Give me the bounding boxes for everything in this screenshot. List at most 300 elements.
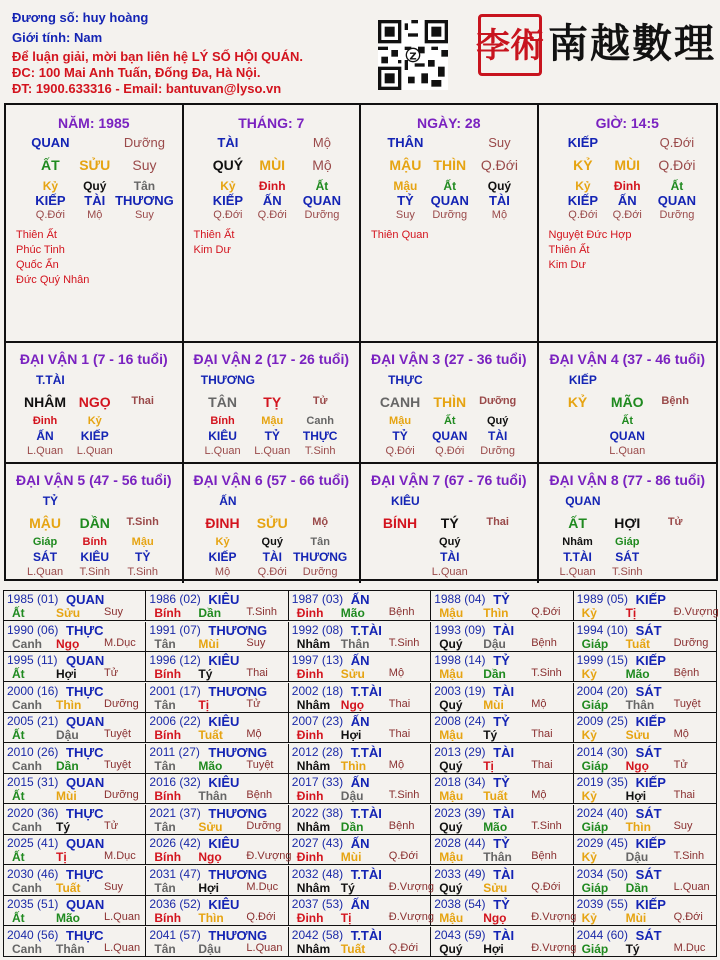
luck-stem-god: KIÊU	[391, 494, 420, 508]
year-god: KIÊU	[208, 653, 240, 668]
year-branch: Tị	[56, 850, 67, 864]
year-god: KIÊU	[208, 836, 240, 851]
luck-hidden-phase: T.Sinh	[79, 566, 111, 578]
luck-hidden-god: KIÊU	[80, 550, 110, 564]
year-stem: Quý	[439, 880, 463, 895]
pillar-hidden-cell: Kỷ	[575, 179, 591, 193]
year-stem: Ất	[12, 667, 25, 681]
year-label: 2035 (51)	[7, 897, 59, 911]
year-phase: L.Quan	[673, 880, 710, 893]
pillar-gods-cell: KIẾP	[35, 193, 66, 208]
year-stem: Nhâm	[296, 697, 331, 712]
year-branch: Mão	[56, 911, 80, 925]
year-god: TỶ	[493, 897, 510, 912]
year-stem: Đinh	[296, 728, 324, 742]
year-branch: Tị	[340, 911, 352, 925]
year-cell	[146, 805, 288, 834]
year-branch: Sửu	[340, 667, 365, 681]
luck-period-2	[184, 343, 362, 462]
year-stem: Bính	[154, 667, 182, 681]
pillar-stem-branch-cell: MÙI	[614, 157, 641, 173]
year-god: ẤN	[350, 775, 370, 790]
year-cell	[289, 866, 434, 895]
pillar-phases-cell: Q.Đới	[35, 209, 65, 221]
year-cell	[574, 866, 716, 895]
luck-period-3	[361, 343, 539, 462]
year-branch: Dậu	[198, 941, 222, 956]
luck-hidden-phase: L.Quan	[76, 445, 113, 457]
luck-hidden-god: TỶ	[135, 550, 151, 564]
year-cell	[289, 622, 431, 651]
luck-period-5	[6, 464, 184, 583]
year-stem: Tân	[154, 697, 176, 712]
years-row	[4, 683, 716, 713]
year-stem: Mậu	[439, 606, 464, 620]
year-label: 2023 (39)	[434, 805, 486, 820]
year-cell	[574, 805, 716, 834]
year-cell	[574, 774, 716, 803]
year-god: THỰC	[66, 744, 104, 760]
year-branch: Dậu	[625, 850, 649, 864]
year-stem: Quý	[439, 941, 463, 956]
year-label: 2039 (55)	[576, 897, 628, 911]
year-stem: Nhâm	[296, 819, 331, 834]
luck-hidden-phase: Mộ	[214, 566, 231, 578]
year-phase: Dưỡng	[673, 636, 709, 649]
year-branch: Tý	[483, 728, 498, 742]
luck-hidden-god: KIẾP	[208, 550, 237, 564]
year-stem: Quý	[439, 819, 463, 834]
year-god: KIẾP	[635, 775, 666, 790]
year-god: KIÊU	[208, 897, 240, 912]
year-god: ẤN	[350, 897, 370, 912]
pillar-hidden-cell: Kỷ	[220, 179, 236, 193]
luck-hidden-stem: Kỷ	[87, 415, 102, 427]
luck-period-7	[361, 464, 539, 583]
year-cell	[574, 713, 716, 742]
year-stem: Bính	[154, 789, 182, 803]
year-branch: Dần	[483, 667, 506, 681]
year-branch: Hợi	[625, 789, 647, 803]
year-phase: Thai	[673, 789, 695, 801]
luck-period-title: ĐẠI VẬN 6 (57 - 66 tuổi)	[193, 472, 350, 488]
year-label: 2003 (19)	[434, 683, 486, 698]
pillar-title: NGÀY: 28	[416, 115, 481, 131]
luck-hidden-stem: Canh	[306, 415, 334, 427]
pillar-gods-cell: TÀI	[488, 193, 510, 208]
luck-hidden-god: TÀI	[262, 550, 282, 564]
year-branch: Thân	[625, 697, 655, 712]
year-god: QUAN	[66, 775, 105, 790]
year-branch: Thìn	[625, 819, 651, 834]
year-stem: Bính	[154, 606, 182, 620]
luck-hidden-phase: Dưỡng	[302, 566, 338, 578]
pillar-phases-cell: Dưỡng	[304, 209, 340, 221]
year-label: 1987 (03)	[291, 592, 344, 606]
years-row	[4, 866, 716, 896]
year-label: 2008 (24)	[434, 714, 486, 728]
year-branch: Tý	[56, 819, 71, 834]
year-cell	[431, 622, 573, 651]
year-god: KIÊU	[208, 775, 240, 790]
year-stem: Mậu	[439, 911, 464, 925]
year-label: 2019 (35)	[576, 775, 628, 789]
pillar-stem-branch-cell: Q.Đới	[658, 157, 696, 173]
luck-phase: Dưỡng	[479, 395, 517, 407]
luck-branch: NGỌ	[78, 394, 111, 410]
year-stem: Nhâm	[296, 941, 331, 956]
luck-hidden-stem: Giáp	[32, 536, 58, 548]
year-cell	[4, 835, 146, 864]
luck-phase: Thai	[131, 395, 154, 407]
luck-stem-god: THỰC	[388, 373, 423, 387]
year-stem: Giáp	[581, 697, 609, 712]
year-label: 2044 (60)	[576, 927, 628, 942]
luck-period-title: ĐẠI VẬN 3 (27 - 36 tuổi)	[370, 351, 527, 367]
luck-branch: TÝ	[440, 515, 459, 531]
year-stem: Canh	[12, 697, 42, 712]
luck-stem-god: KIẾP	[568, 373, 597, 387]
year-god: SÁT	[635, 622, 662, 638]
year-stem: Bính	[154, 728, 182, 742]
year-god: SÁT	[635, 927, 662, 943]
year-god: ẤN	[350, 714, 370, 729]
year-phase: T.Sinh	[388, 789, 420, 801]
luck-branch: DẦN	[79, 515, 110, 531]
year-god: ẤN	[350, 836, 370, 851]
year-god: THỰC	[66, 683, 104, 699]
pillar-stem-branch-cell: THÌN	[433, 157, 467, 173]
luck-phase: Thai	[486, 516, 509, 528]
luck-period-title: ĐẠI VẬN 5 (47 - 56 tuổi)	[15, 472, 172, 488]
year-label: 2043 (59)	[434, 927, 486, 942]
year-branch: Thìn	[56, 697, 82, 712]
year-branch: Tị	[625, 606, 637, 620]
pillar-star: Quốc Ấn	[16, 259, 59, 271]
year-god: QUAN	[66, 714, 105, 729]
year-cell	[289, 835, 431, 864]
luck-row	[6, 343, 716, 462]
seal-text: 李術	[476, 26, 544, 66]
year-label: 2016 (32)	[149, 775, 201, 789]
year-label: 2012 (28)	[291, 744, 344, 759]
year-cell	[431, 866, 573, 895]
year-branch: Ngọ	[483, 911, 507, 925]
luck-hidden-phase: Q.Đới	[385, 445, 415, 457]
pillar-phases-cell: Q.Đới	[257, 209, 287, 221]
luck-branch: HỢI	[614, 515, 641, 531]
luck-hidden-phase: L.Quan	[27, 566, 64, 578]
year-cell	[431, 652, 573, 681]
luck-stem: KỶ	[567, 394, 588, 410]
year-stem: Tân	[154, 636, 176, 651]
year-cell	[574, 927, 716, 956]
pillar-hidden-cell: Ất	[670, 179, 684, 193]
pillar-hidden-cell: Quý	[83, 179, 107, 193]
year-god: QUAN	[66, 836, 105, 851]
year-label: 1992 (08)	[291, 622, 344, 637]
year-cell	[431, 744, 573, 773]
year-label: 2026 (42)	[149, 836, 201, 850]
year-branch: Mão	[198, 758, 223, 773]
pillar-hidden-cell: Đinh	[258, 179, 286, 193]
year-phase: T.Sinh	[673, 850, 705, 862]
year-stem: Ất	[12, 728, 25, 742]
pillar-phases-cell: Q.Đới	[568, 209, 598, 221]
pillar-hidden-cell: Tân	[133, 179, 156, 193]
year-phase: Tuyệt	[673, 697, 701, 710]
year-god: SÁT	[635, 805, 662, 821]
year-stem: Ất	[12, 789, 25, 803]
year-phase: Đ.Vượng	[388, 911, 434, 923]
year-phase: Bệnh	[246, 789, 273, 801]
pillar-top-cell: THÂN	[387, 135, 424, 150]
year-branch: Tị	[198, 697, 210, 712]
year-stem: Đinh	[296, 667, 324, 681]
pillar-top-cell: Mộ	[312, 135, 331, 150]
qr-code-icon	[378, 20, 448, 90]
year-god: THỰC	[66, 866, 104, 882]
year-cell	[146, 835, 292, 864]
luck-hidden-god: TÀI	[440, 550, 460, 564]
year-stem: Ất	[12, 911, 25, 925]
luck-phase: Tử	[667, 516, 683, 528]
year-cell	[431, 774, 573, 803]
year-branch: Hợi	[483, 941, 504, 956]
year-phase: Đ.Vượng	[246, 850, 292, 862]
luck-hidden-phase: T.Sinh	[304, 445, 336, 457]
year-branch: Dậu	[56, 728, 79, 742]
luck-hidden-god: TỶ	[264, 429, 280, 443]
year-stem: Mậu	[439, 728, 464, 742]
luck-branch: MÃO	[610, 394, 644, 410]
year-label: 1988 (04)	[434, 592, 486, 606]
year-label: 2036 (52)	[149, 897, 201, 911]
year-label: 2005 (21)	[7, 714, 59, 728]
year-god: TỶ	[493, 592, 510, 607]
luck-branch: TỴ	[263, 394, 282, 410]
year-phase: T.Sinh	[388, 636, 420, 649]
luck-stem: TÂN	[208, 394, 237, 410]
pillar-2	[361, 105, 539, 341]
pillar-phases-cell: Dưỡng	[432, 209, 468, 221]
luck-hidden-stem: Mậu	[261, 415, 284, 427]
year-label: 2041 (57)	[149, 927, 201, 942]
luck-hidden-stem: Giáp	[615, 536, 640, 548]
year-stem: Giáp	[581, 880, 609, 895]
luck-stem-god: TỶ	[42, 494, 59, 508]
year-phase: Suy	[104, 606, 123, 618]
year-label: 2000 (16)	[7, 683, 59, 698]
year-phase: Bệnh	[388, 819, 415, 832]
year-label: 2037 (53)	[291, 897, 344, 911]
luck-stem-god: QUAN	[565, 494, 601, 508]
year-cell	[431, 927, 577, 956]
year-phase: Tử	[246, 697, 261, 710]
pillar-top-cell: TÀI	[217, 135, 239, 150]
year-branch: Thân	[198, 789, 228, 803]
year-cell	[431, 896, 577, 925]
year-stem: Bính	[154, 850, 182, 864]
luck-stem: ĐINH	[205, 515, 240, 531]
year-cell	[289, 744, 431, 773]
year-phase: Bệnh	[388, 606, 415, 618]
year-god: THỰC	[66, 805, 104, 821]
year-branch: Thìn	[483, 606, 509, 620]
year-cell	[146, 713, 288, 742]
year-branch: Mùi	[483, 697, 504, 712]
pillar-star: Đức Quý Nhân	[16, 274, 90, 286]
year-stem: Đinh	[296, 850, 324, 864]
luck-branch: SỬU	[256, 515, 288, 531]
year-label: 1996 (12)	[149, 653, 201, 667]
address-line: ĐC: 100 Mai Anh Tuấn, Đống Đa, Hà Nội.	[12, 65, 261, 80]
years-row	[4, 805, 716, 835]
year-label: 2018 (34)	[434, 775, 486, 789]
year-cell	[146, 866, 288, 895]
luck-phase: Tử	[312, 395, 328, 407]
luck-hidden-god: KIẾP	[80, 429, 109, 443]
year-phase: Q.Đới	[531, 606, 561, 618]
year-cell	[4, 866, 146, 895]
year-stem: Giáp	[581, 758, 609, 773]
luck-hidden-phase: L.Quan	[559, 566, 596, 578]
luck-hidden-stem: Quý	[439, 536, 461, 548]
year-branch: Tuất	[56, 880, 81, 895]
luck-stem: ẤT	[568, 515, 587, 531]
luck-stem: MẬU	[29, 515, 61, 531]
luck-period-title: ĐẠI VẬN 8 (77 - 86 tuổi)	[549, 472, 706, 488]
year-label: 2032 (48)	[291, 866, 344, 881]
year-god: SÁT	[635, 866, 662, 882]
luck-hidden-stem: Kỷ	[215, 536, 230, 548]
year-label: 2011 (27)	[149, 744, 200, 759]
year-label: 1989 (05)	[576, 592, 628, 606]
year-phase: Thai	[246, 667, 268, 679]
year-label: 2004 (20)	[576, 683, 628, 698]
year-phase: Suy	[104, 880, 123, 893]
year-cell	[4, 744, 146, 773]
year-phase: Mộ	[673, 728, 689, 740]
year-branch: Tuất	[483, 789, 508, 803]
year-god: T.TÀI	[350, 744, 382, 760]
year-god: T.TÀI	[350, 683, 382, 699]
year-stem: Canh	[12, 880, 42, 895]
year-branch: Hợi	[198, 880, 219, 895]
year-stem: Nhâm	[296, 880, 331, 895]
year-phase: T.Sinh	[246, 606, 277, 618]
year-label: 2009 (25)	[576, 714, 628, 728]
luck-hidden-stem: Bính	[210, 415, 235, 427]
year-branch: Mão	[483, 819, 508, 834]
year-stem: Kỷ	[581, 667, 597, 681]
year-cell	[4, 622, 146, 651]
year-god: TỶ	[493, 714, 510, 729]
luck-periods-grid	[4, 343, 718, 581]
pillar-stem-branch-cell: MÙI	[259, 157, 286, 173]
owner-name: Đương số: huy hoàng	[12, 10, 149, 25]
year-branch: Ngọ	[625, 758, 649, 773]
year-phase: Đ.Vượng	[673, 606, 719, 618]
header	[0, 0, 720, 102]
year-label: 2030 (46)	[7, 866, 59, 881]
year-cell	[289, 774, 431, 803]
year-stem: Quý	[439, 636, 463, 651]
pillar-top-cell: Dưỡng	[123, 135, 165, 150]
year-branch: Ngọ	[340, 697, 365, 712]
luck-hidden-god: TỶ	[392, 429, 408, 443]
year-branch: Thân	[340, 636, 370, 651]
year-stem: Giáp	[581, 636, 609, 651]
pillar-stem-branch-cell: Suy	[132, 157, 157, 173]
gender: Giới tính: Nam	[12, 30, 103, 45]
year-cell	[289, 805, 431, 834]
year-cell	[146, 774, 288, 803]
year-cell	[574, 896, 716, 925]
year-god: T.TÀI	[350, 866, 382, 882]
pillar-phases-cell: Mộ	[491, 209, 508, 221]
year-phase: L.Quan	[104, 941, 141, 954]
years-row	[4, 622, 716, 652]
luck-hidden-stem: Ất	[443, 415, 456, 427]
year-god: TÀI	[493, 744, 515, 760]
year-phase: Mộ	[531, 697, 547, 710]
year-god: KIÊU	[208, 714, 240, 729]
year-god: TỶ	[493, 653, 510, 668]
year-phase: T.Sinh	[531, 667, 562, 679]
year-branch: Hợi	[340, 728, 362, 742]
luck-period-title: ĐẠI VẬN 4 (37 - 46 tuổi)	[549, 351, 706, 367]
year-god: QUAN	[66, 592, 105, 607]
year-phase: Tử	[104, 667, 119, 679]
year-cell	[431, 683, 573, 712]
luck-stem-god: THƯƠNG	[200, 373, 255, 387]
year-stem: Kỷ	[581, 850, 597, 864]
pillar-gods-cell: TÀI	[84, 193, 106, 208]
year-cell	[289, 591, 431, 620]
luck-phase: Mộ	[312, 516, 329, 528]
pillar-stem-branch-cell: QUÝ	[212, 157, 244, 173]
year-stem: Quý	[439, 758, 463, 773]
pillar-stem-branch-cell: KỶ	[573, 157, 593, 173]
year-branch: Ngọ	[198, 850, 222, 864]
year-phase: Dưỡng	[104, 789, 139, 801]
phone-email-line: ĐT: 1900.633316 - Email: bantuvan@lyso.vn	[12, 81, 282, 96]
year-phase: M.Dục	[104, 850, 136, 862]
pillar-1	[184, 105, 362, 341]
year-phase: Dưỡng	[104, 697, 139, 710]
year-cell	[146, 744, 288, 773]
luck-hidden-stem: Mậu	[131, 536, 154, 548]
luck-hidden-god: QUAN	[432, 429, 468, 443]
luck-hidden-god: SÁT	[615, 550, 640, 564]
years-row	[4, 591, 719, 621]
year-cell	[146, 683, 288, 712]
year-label: 1998 (14)	[434, 653, 486, 667]
year-phase: M.Dục	[246, 880, 279, 893]
luck-period-1	[6, 343, 184, 462]
year-stem: Tân	[154, 880, 176, 895]
year-cell	[146, 896, 288, 925]
pillar-star: Thiên Ất	[193, 229, 235, 241]
year-god: T.TÀI	[350, 927, 382, 943]
year-label: 1994 (10)	[576, 622, 628, 637]
year-phase: Thai	[531, 728, 553, 740]
year-phase: Q.Đới	[673, 911, 703, 923]
year-phase: Q.Đới	[531, 880, 561, 893]
year-stem: Ất	[12, 850, 25, 864]
year-god: ẤN	[350, 592, 370, 607]
